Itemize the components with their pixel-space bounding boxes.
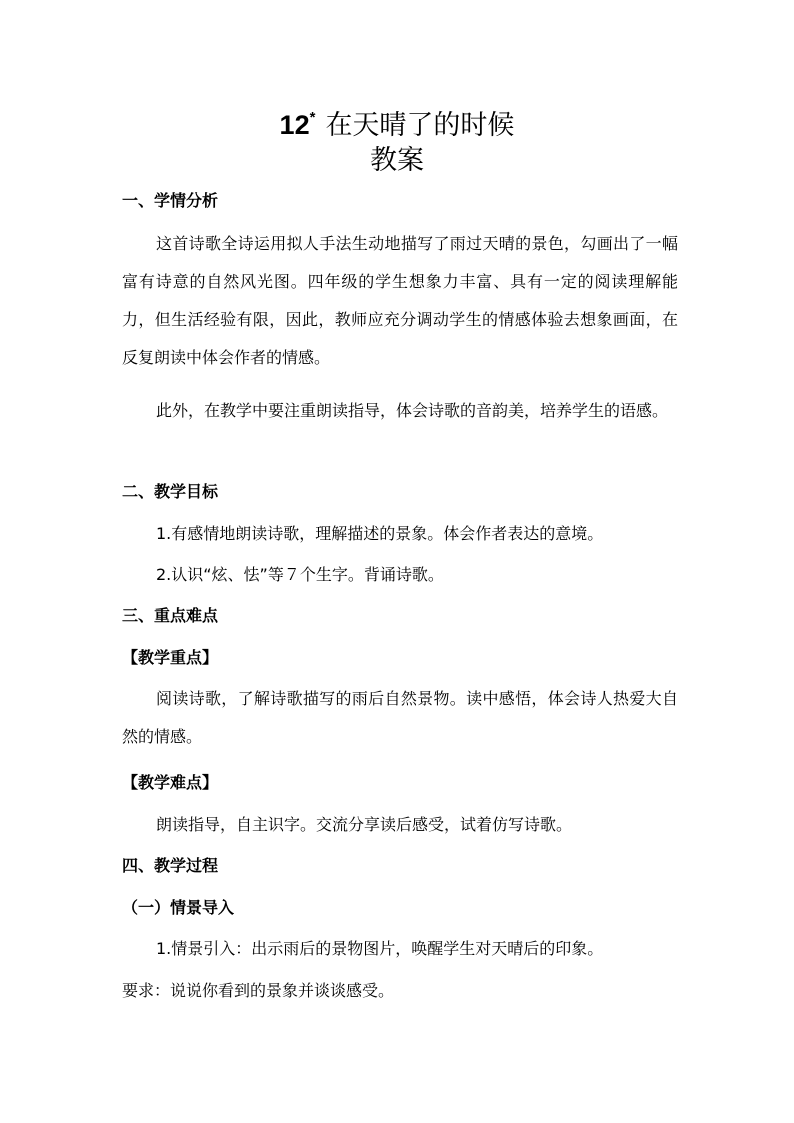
goal-item-1: 1.有感情地朗读诗歌，理解描述的景象。体会作者表达的意境。: [156, 524, 604, 543]
analysis-paragraph-1: 这首诗歌全诗运用拟人手法生动地描写了雨过天晴的景色，勾画出了一幅富有诗意的自然风光图。四年级的学生想象力丰富、具有一定的阅读理解能力，但生活经验有限，因此，教师应充分调动学生的情感体验去想象画面，在反复朗读中体会作者的情感。: [122, 234, 678, 367]
lesson-number: 12: [279, 110, 310, 140]
process-item-1: 1.情景引入：出示雨后的景物图片，唤醒学生对天晴后的印象。: [156, 939, 604, 958]
section-heading-key-points: 三、重点难点: [122, 606, 219, 625]
section-heading-process: 四、教学过程: [122, 856, 219, 875]
goal-item-2: 2.认识“炫、怯”等７个生字。背诵诗歌。: [156, 565, 444, 584]
process-sub-heading: （一）情景导入: [122, 898, 235, 917]
focus-label: 【教学重点】: [122, 648, 219, 667]
analysis-paragraph-2: 此外，在教学中要注重朗读指导，体会诗歌的音韵美，培养学生的语感。: [156, 401, 669, 420]
lesson-mark: *: [309, 109, 316, 126]
focus-paragraph: 阅读诗歌，了解诗歌描写的雨后自然景物。读中感悟，体会诗人热爱大自然的情感。: [122, 689, 678, 746]
difficulty-text: 朗读指导，自主识字。交流分享读后感受，试着仿写诗歌。: [156, 815, 573, 834]
lesson-title: [0, 100, 794, 144]
document-subtitle: 教案: [370, 145, 424, 176]
section-heading-analysis: 一、学情分析: [122, 191, 219, 210]
section-heading-goals: 二、教学目标: [122, 482, 219, 501]
difficulty-label: 【教学难点】: [122, 773, 219, 792]
process-requirement: 要求：说说你看到的景象并谈谈感受。: [122, 981, 395, 1000]
lesson-name: 在天晴了的时候: [325, 110, 515, 141]
